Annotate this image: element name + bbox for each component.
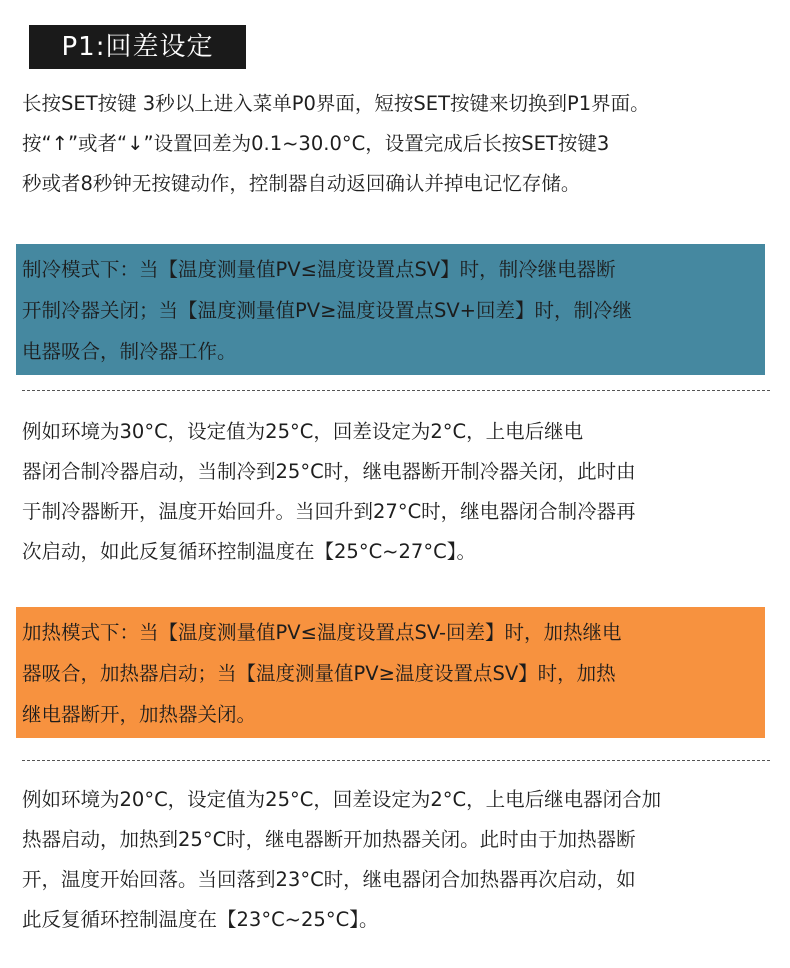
cooling-example-line: 器闭合制冷器启动，当制冷到25°C时，继电器断开制冷器关闭，此时由 (22, 460, 636, 483)
dashed-divider (22, 760, 770, 761)
intro-line: 秒或者8秒钟无按键动作，控制器自动返回确认并掉电记忆存储。 (22, 172, 581, 195)
heating-example-line: 开，温度开始回落。当回落到23°C时，继电器闭合加热器再次启动，如 (22, 868, 636, 891)
heating-example-line: 热器启动，加热到25°C时，继电器断开加热器关闭。此时由于加热器断 (22, 828, 636, 851)
cooling-mode-line: 电器吸合，制冷器工作。 (22, 340, 237, 363)
cooling-mode-line: 开制冷器关闭；当【温度测量值PV≥温度设置点SV+回差】时，制冷继 (22, 299, 632, 322)
heating-mode-line: 器吸合，加热器启动；当【温度测量值PV≥温度设置点SV】时，加热 (22, 662, 616, 685)
heating-mode-box (16, 607, 765, 738)
cooling-example-line: 于制冷器断开，温度开始回升。当回升到27°C时，继电器闭合制冷器再 (22, 500, 636, 523)
heating-example-line: 例如环境为20°C，设定值为25°C，回差设定为2°C，上电后继电器闭合加 (22, 788, 662, 811)
intro-paragraph (22, 84, 782, 204)
heating-mode-line: 继电器断开，加热器关闭。 (22, 703, 257, 726)
cooling-example-paragraph (22, 412, 782, 572)
cooling-example-line: 次启动，如此反复循环控制温度在【25°C~27°C】。 (22, 540, 476, 563)
cooling-mode-line: 制冷模式下：当【温度测量值PV≤温度设置点SV】时，制冷继电器断 (22, 258, 616, 281)
dashed-divider (22, 390, 770, 391)
cooling-example-line: 例如环境为30°C，设定值为25°C，回差设定为2°C，上电后继电 (22, 420, 584, 443)
heating-example-paragraph (22, 780, 782, 940)
cooling-mode-box (16, 244, 765, 375)
intro-line: 长按SET按键 3秒以上进入菜单P0界面，短按SET按键来切换到P1界面。 (22, 92, 650, 115)
page-title: P1:回差设定 (29, 25, 246, 69)
heating-example-line: 此反复循环控制温度在【23°C~25°C】。 (22, 908, 379, 931)
intro-line: 按“↑”或者“↓”设置回差为0.1~30.0°C，设置完成后长按SET按键3 (22, 132, 610, 155)
heating-mode-line: 加热模式下：当【温度测量值PV≤温度设置点SV-回差】时，加热继电 (22, 621, 622, 644)
